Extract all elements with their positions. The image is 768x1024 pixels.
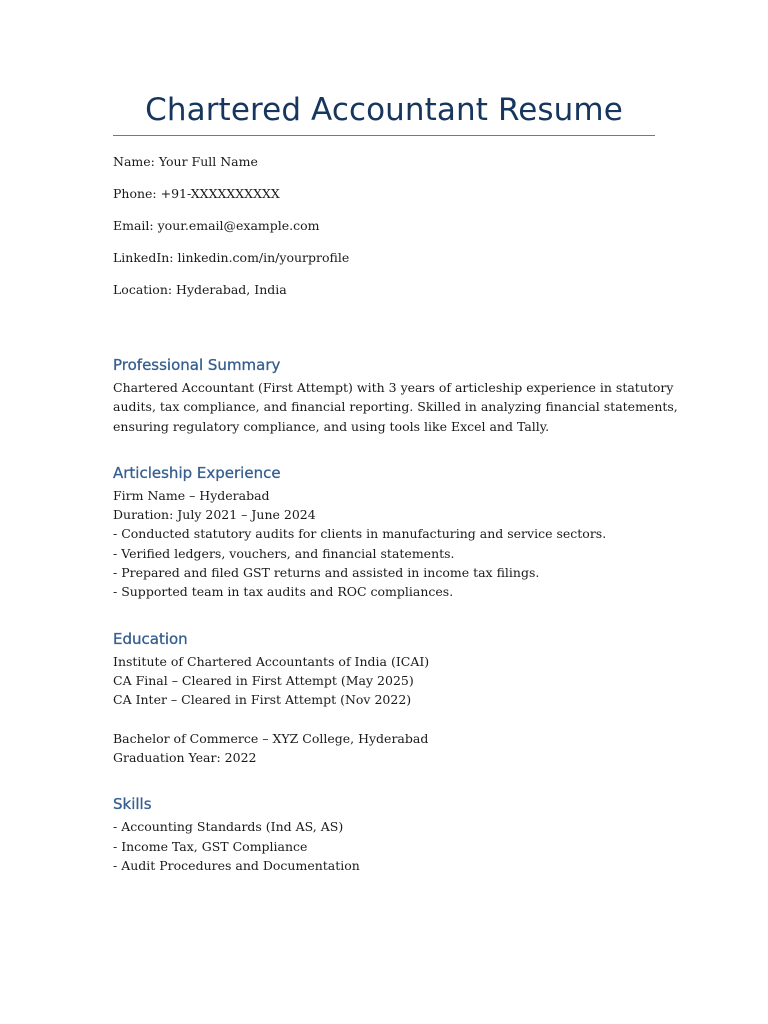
page-title: Chartered Accountant Resume xyxy=(145,92,623,128)
education-graduation-year: Graduation Year: 2022 xyxy=(113,750,257,766)
skills-item: - Audit Procedures and Documentation xyxy=(113,858,360,874)
experience-bullet: - Supported team in tax audits and ROC compliances. xyxy=(113,584,454,600)
education-section xyxy=(113,630,655,768)
experience-duration: Duration: July 2021 – June 2024 xyxy=(113,507,316,523)
experience-bullet: - Conducted statutory audits for clients in manufacturing and service sectors. xyxy=(113,526,607,542)
contact-block xyxy=(113,154,655,297)
skills-section xyxy=(113,795,655,875)
contact-linkedin: LinkedIn: linkedin.com/in/yourprofile xyxy=(113,250,350,265)
contact-phone: Phone: +91-XXXXXXXXXX xyxy=(113,186,280,201)
summary-line: ensuring regulatory compliance, and using tools like Excel and Tally. xyxy=(113,418,550,434)
contact-location: Location: Hyderabad, India xyxy=(113,282,287,297)
contact-name: Name: Your Full Name xyxy=(113,154,258,169)
skills-heading: Skills xyxy=(113,795,152,814)
skills-item: - Income Tax, GST Compliance xyxy=(113,838,308,854)
experience-bullet: - Prepared and filed GST returns and assisted in income tax filings. xyxy=(113,565,540,581)
resume-page xyxy=(113,92,678,875)
experience-section xyxy=(113,464,655,602)
skills-item: - Accounting Standards (Ind AS, AS) xyxy=(113,819,344,835)
education-ca-inter: CA Inter – Cleared in First Attempt (Nov 2022) xyxy=(113,692,412,708)
summary-line: audits, tax compliance, and financial reporting. Skilled in analyzing financial statements, xyxy=(113,399,678,415)
education-heading: Education xyxy=(113,629,188,648)
summary-section xyxy=(113,356,678,436)
contact-email: Email: your.email@example.com xyxy=(113,218,320,233)
summary-line: Chartered Accountant (First Attempt) with 3 years of articleship experience in statutory xyxy=(113,380,674,395)
education-institute: Institute of Chartered Accountants of India (ICAI) xyxy=(113,653,430,669)
experience-bullet: - Verified ledgers, vouchers, and financial statements. xyxy=(113,545,455,561)
title-underline xyxy=(113,135,655,136)
education-degree: Bachelor of Commerce – XYZ College, Hyderabad xyxy=(113,730,429,746)
experience-firm: Firm Name – Hyderabad xyxy=(113,487,270,503)
summary-heading: Professional Summary xyxy=(113,356,281,374)
education-ca-final: CA Final – Cleared in First Attempt (May 2025) xyxy=(113,672,414,688)
experience-heading: Articleship Experience xyxy=(113,463,281,482)
education-spacer xyxy=(113,710,655,729)
